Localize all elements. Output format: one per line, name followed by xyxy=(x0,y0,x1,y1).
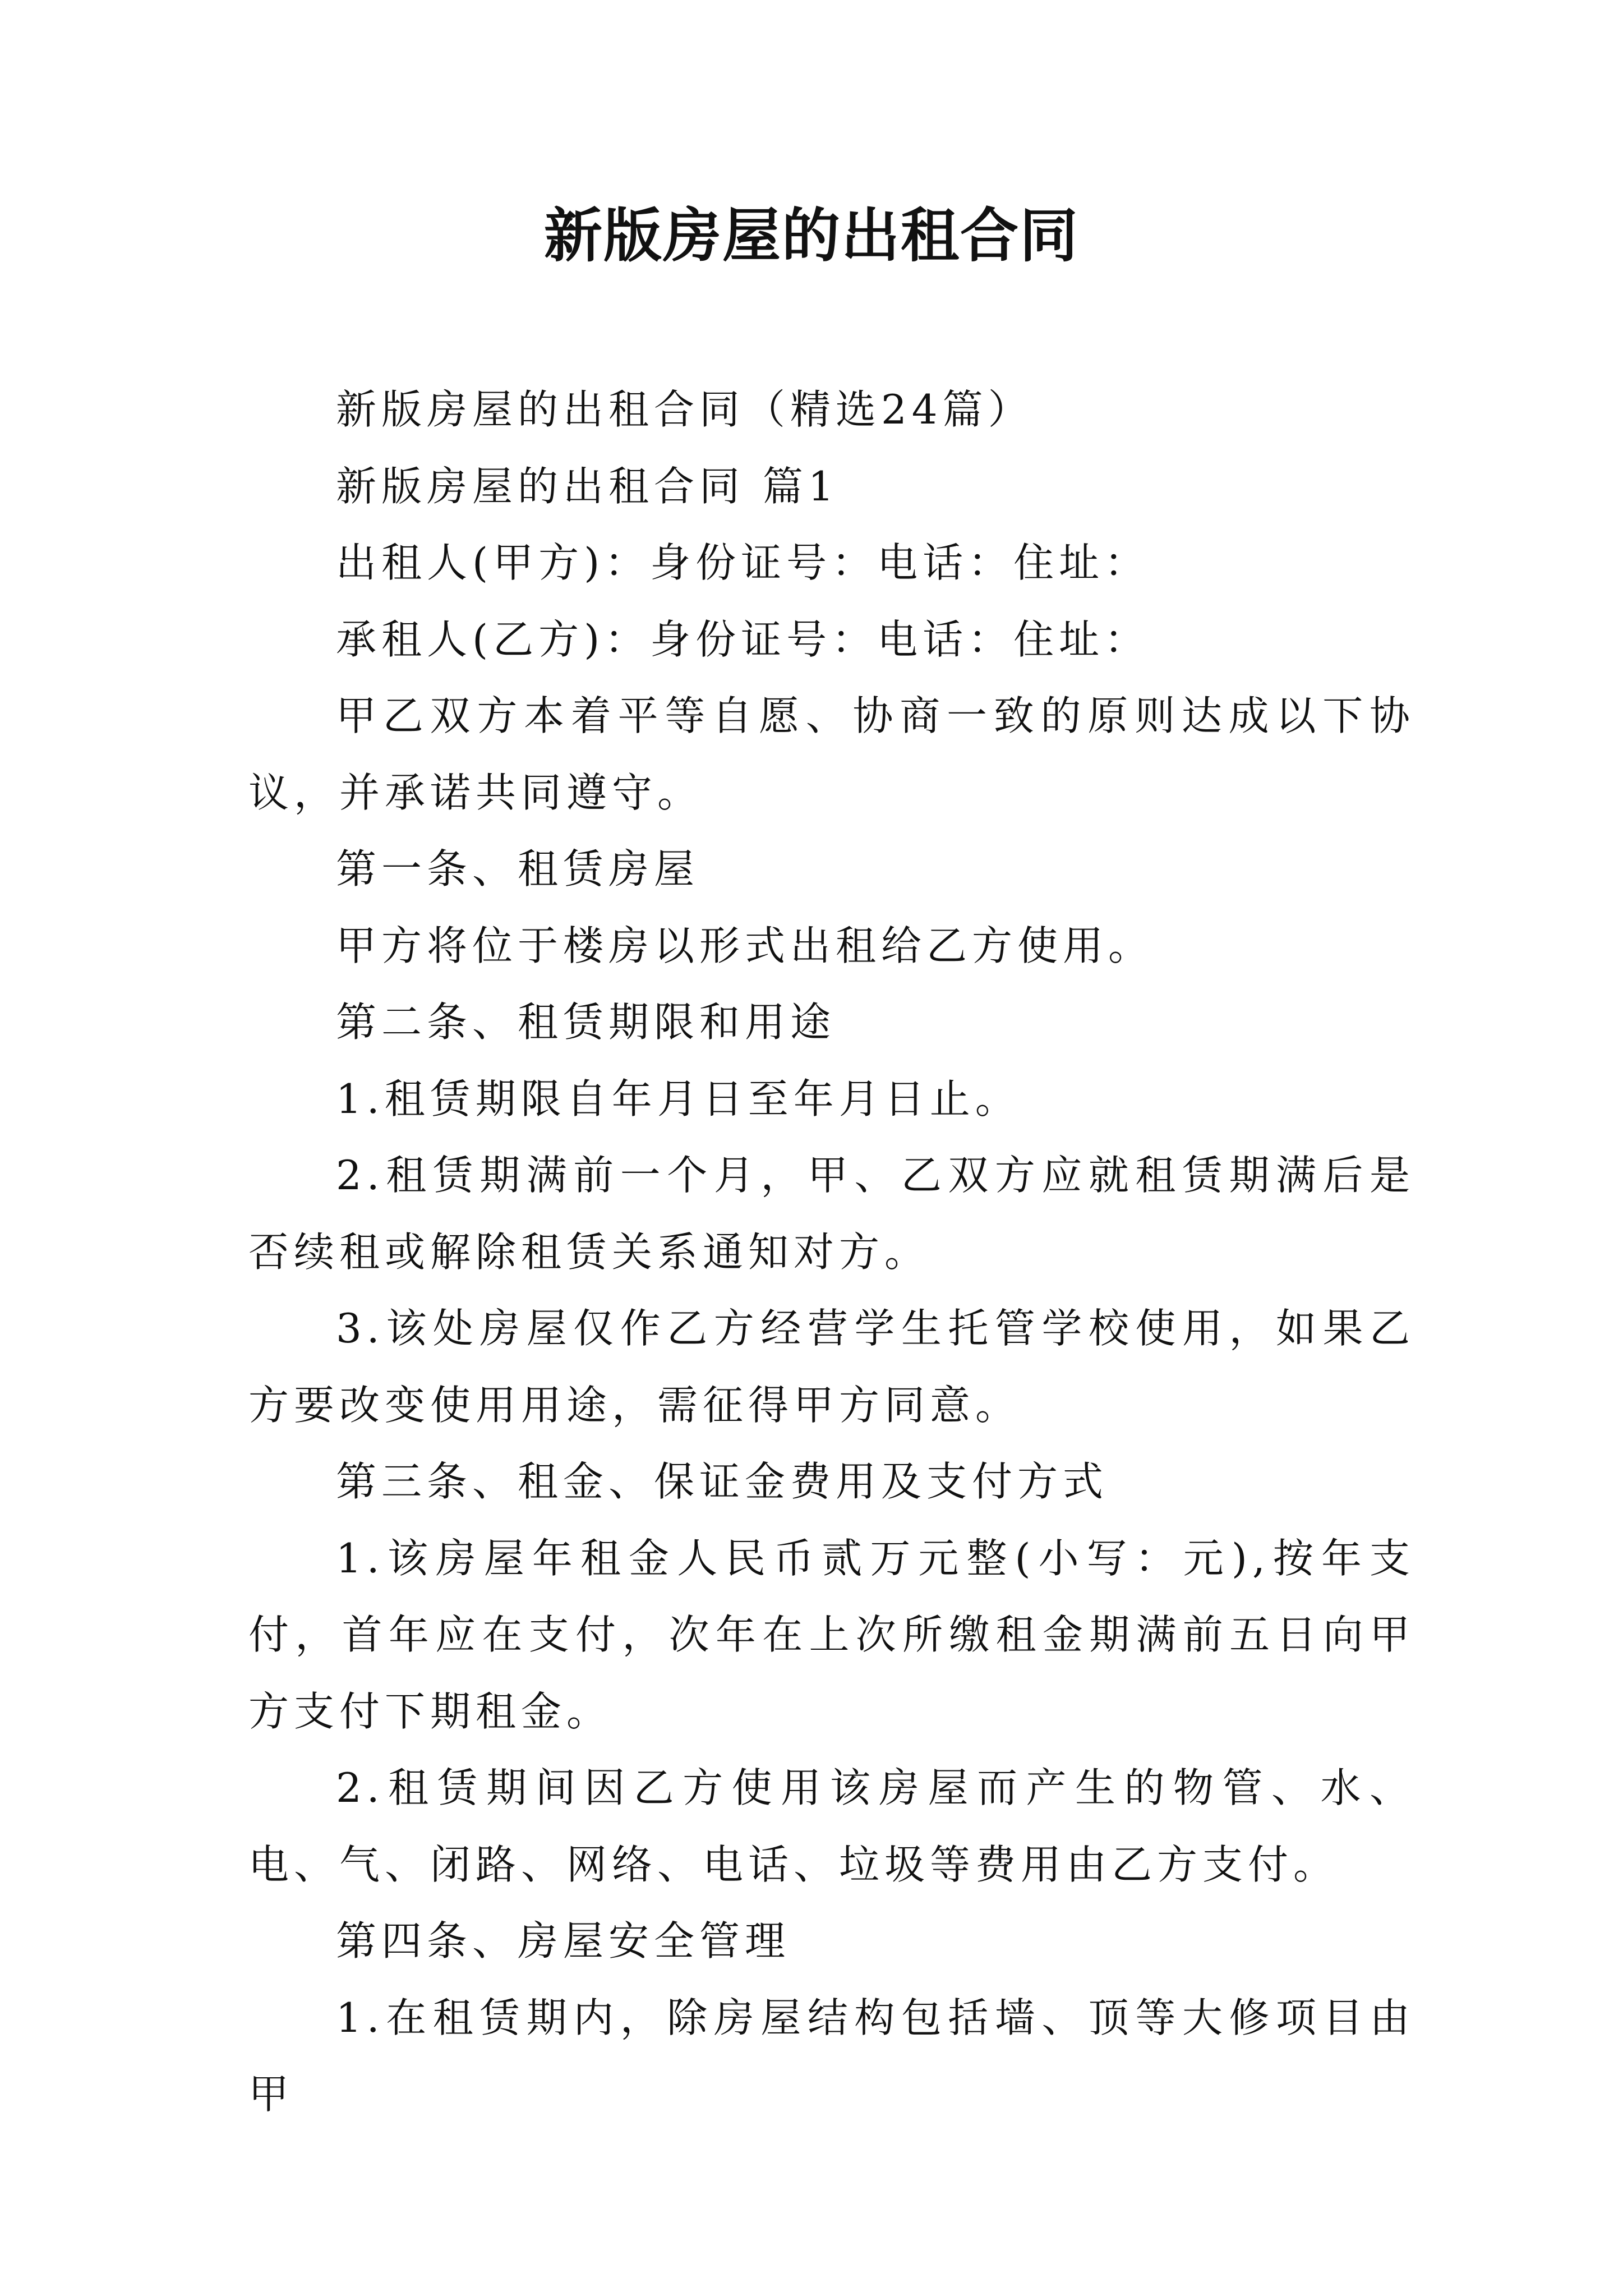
clause-paragraph: 2.租赁期间因乙方使用该房屋而产生的物管、水、电、气、闭路、网络、电话、垃圾等费用由乙方支付。 xyxy=(248,1764,1415,1888)
clause-paragraph: 3.该处房屋仅作乙方经营学生托管学校使用，如果乙方要改变使用用途，需征得甲方同意。 xyxy=(248,1305,1415,1429)
document-title: 新版房屋的出租合同 xyxy=(543,201,1079,270)
clause-paragraph: 甲方将位于楼房以形式出租给乙方使用。 xyxy=(336,922,1154,969)
article-heading: 第四条、房屋安全管理 xyxy=(336,1917,791,1964)
article-heading: 第二条、租赁期限和用途 xyxy=(336,999,836,1046)
clause-paragraph: 1.该房屋年租金人民币贰万元整(小写：元),按年支付，首年应在支付，次年在上次所缴租金期满前五日向甲方支付下期租金。 xyxy=(248,1534,1415,1735)
subtitle-paragraph: 新版房屋的出租合同（精选24篇） xyxy=(336,386,1034,433)
document-body xyxy=(248,371,1415,2133)
article-heading: 第一条、租赁房屋 xyxy=(336,845,700,892)
clause-paragraph: 1.在租赁期内，除房屋结构包括墙、顶等大修项目由甲 xyxy=(248,1994,1415,2118)
clause-paragraph: 1.租赁期限自年月日至年月日止。 xyxy=(336,1075,1021,1122)
agreement-paragraph: 甲乙双方本着平等自愿、协商一致的原则达成以下协议，并承诺共同遵守。 xyxy=(248,692,1415,816)
article-heading: 第三条、租金、保证金费用及支付方式 xyxy=(336,1458,1109,1505)
lessee-line: 承租人(乙方)：身份证号：电话：住址： xyxy=(336,615,1150,663)
section-heading: 新版房屋的出租合同 篇1 xyxy=(336,462,839,510)
clause-paragraph: 2.租赁期满前一个月，甲、乙双方应就租赁期满后是否续租或解除租赁关系通知对方。 xyxy=(248,1152,1415,1276)
lessor-line: 出租人(甲方)：身份证号：电话：住址： xyxy=(336,539,1150,586)
